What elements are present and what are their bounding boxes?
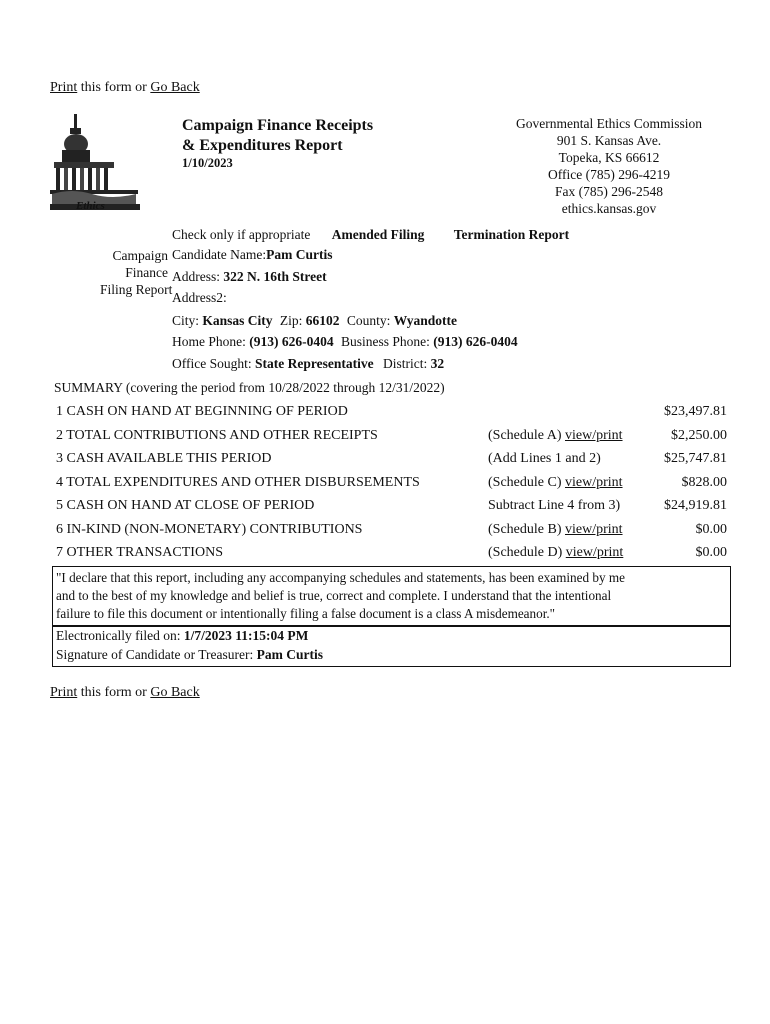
termination-report-label: Termination Report — [453, 227, 570, 242]
summary-row-amount: $0.00 — [695, 521, 727, 537]
print-link-bottom[interactable]: Print — [50, 685, 78, 700]
declaration-line3: failure to file this document or intentionally filing a false document is a class A misdemeanor." — [56, 606, 556, 621]
side-label-line3: Filing Report — [100, 282, 173, 297]
declaration-text — [56, 569, 625, 623]
filed-on-label: Electronically filed on: — [56, 628, 181, 643]
signature-value: Pam Curtis — [256, 647, 323, 662]
view-print-link[interactable]: view/print — [564, 427, 623, 443]
address-value: 322 N. 16th Street — [223, 269, 327, 284]
signature-box — [52, 625, 731, 667]
nav-text-bottom: this form or — [77, 685, 151, 700]
schedule-text: (Schedule B) — [488, 521, 565, 537]
summary-row-label: 1 CASH ON HAND AT BEGINNING OF PERIOD — [56, 404, 348, 419]
report-date: 1/10/2023 — [182, 156, 233, 170]
agency-fax: Fax (785) 296-2548 — [555, 184, 663, 199]
logo-text: Ethics — [76, 200, 105, 212]
home-phone-label: Home Phone: — [172, 334, 246, 349]
schedule-text: (Schedule D) — [488, 545, 566, 560]
ethics-logo — [50, 114, 142, 218]
phone-line — [172, 334, 518, 350]
side-label-line2: Finance — [125, 265, 168, 280]
summary-row-schedule — [488, 545, 623, 561]
summary-row-amount: $0.00 — [695, 545, 727, 560]
district-label: District: — [382, 356, 428, 371]
summary-row — [52, 520, 727, 543]
summary-row-schedule — [488, 428, 623, 444]
office-sought-label: Office Sought: — [172, 356, 252, 371]
address-label: Address: — [172, 269, 220, 284]
agency-street: 901 S. Kansas Ave. — [556, 133, 662, 148]
report-title-line2: & Expenditures Report — [182, 137, 343, 154]
summary-row — [52, 426, 727, 449]
schedule-text: (Add Lines 1 and 2) — [488, 451, 601, 466]
go-back-link-bottom[interactable]: Go Back — [150, 685, 200, 700]
home-phone-value: (913) 626-0404 — [249, 334, 334, 349]
schedule-text: (Schedule A) — [488, 427, 565, 443]
view-print-link[interactable]: view/print — [564, 474, 623, 490]
filed-on-value: 1/7/2023 11:15:04 PM — [183, 628, 309, 643]
agency-name: Governmental Ethics Commission — [516, 116, 702, 131]
filed-on-line — [56, 628, 308, 644]
city-value: Kansas City — [202, 313, 273, 328]
side-label-line1: Campaign — [112, 248, 168, 263]
print-link-top[interactable]: Print — [50, 80, 78, 95]
bottom-nav — [50, 685, 200, 701]
candidate-name: Pam Curtis — [266, 247, 333, 262]
county-label: County: — [346, 313, 391, 328]
summary-row-label: 7 OTHER TRANSACTIONS — [56, 545, 223, 560]
business-phone-label: Business Phone: — [341, 334, 430, 349]
summary-row-schedule — [488, 498, 620, 514]
agency-block — [500, 115, 718, 217]
nav-text-top: this form or — [77, 80, 151, 95]
schedule-text: (Schedule C) — [488, 474, 565, 490]
check-line — [172, 227, 569, 243]
city-label: City: — [172, 313, 200, 328]
amended-filing-label: Amended Filing — [331, 227, 425, 242]
summary-row-amount: $828.00 — [681, 474, 727, 490]
summary-row-label: 3 CASH AVAILABLE THIS PERIOD — [56, 451, 272, 466]
summary-row — [52, 543, 727, 566]
candidate-name-line — [172, 247, 332, 263]
view-print-link[interactable]: view/print — [565, 545, 624, 560]
summary-row-schedule — [488, 475, 623, 491]
summary-row — [52, 402, 727, 425]
signature-label: Signature of Candidate or Treasurer: — [56, 647, 254, 662]
zip-value: 66102 — [305, 313, 340, 328]
office-sought-value: State Representative — [255, 356, 374, 371]
agency-website: ethics.kansas.gov — [561, 201, 657, 216]
zip-label: Zip: — [279, 313, 303, 328]
address2-line — [172, 290, 227, 306]
agency-office-phone: Office (785) 296-4219 — [548, 167, 670, 182]
declaration-box — [52, 566, 731, 627]
summary-row-schedule — [488, 451, 601, 467]
summary-heading: SUMMARY (covering the period from 10/28/2022 through 12/31/2022) — [54, 380, 445, 395]
address-line — [172, 269, 327, 285]
summary-row-amount: $25,747.81 — [664, 451, 727, 466]
side-label — [100, 247, 173, 298]
summary-row-label: 6 IN-KIND (NON-MONETARY) CONTRIBUTIONS — [56, 521, 363, 537]
county-value: Wyandotte — [393, 313, 458, 328]
summary-row-label: 4 TOTAL EXPENDITURES AND OTHER DISBURSEMENTS — [56, 474, 420, 490]
business-phone-value: (913) 626-0404 — [433, 334, 518, 349]
summary-row-amount: $23,497.81 — [664, 404, 727, 419]
summary-row — [52, 449, 727, 472]
declaration-line2: and to the best of my knowledge and belief is true, correct and complete. I understand that the intentional — [56, 588, 612, 603]
go-back-link-top[interactable]: Go Back — [150, 80, 200, 95]
summary-row-amount: $24,919.81 — [664, 498, 727, 513]
agency-city: Topeka, KS 66612 — [558, 150, 660, 165]
signature-line — [56, 647, 323, 663]
summary-row — [52, 473, 727, 496]
candidate-name-label: Candidate Name: — [172, 247, 267, 262]
summary-row-amount: $2,250.00 — [671, 427, 727, 443]
schedule-text: Subtract Line 4 from 3) — [488, 498, 621, 513]
summary-row-label: 2 TOTAL CONTRIBUTIONS AND OTHER RECEIPTS — [56, 427, 378, 443]
summary-row-label: 5 CASH ON HAND AT CLOSE OF PERIOD — [56, 498, 315, 513]
declaration-line1: "I declare that this report, including any accompanying schedules and statements, has been examined by me — [56, 570, 625, 585]
city-line — [172, 313, 457, 329]
district-value: 32 — [430, 356, 445, 371]
top-nav — [50, 80, 200, 96]
summary-row — [52, 496, 727, 519]
office-line — [172, 356, 444, 372]
report-title-line1: Campaign Finance Receipts — [182, 117, 374, 134]
view-print-link[interactable]: view/print — [564, 521, 623, 537]
summary-row-schedule — [488, 522, 623, 538]
check-prefix: Check only if appropriate — [172, 227, 311, 242]
address2-label: Address2: — [172, 290, 227, 305]
